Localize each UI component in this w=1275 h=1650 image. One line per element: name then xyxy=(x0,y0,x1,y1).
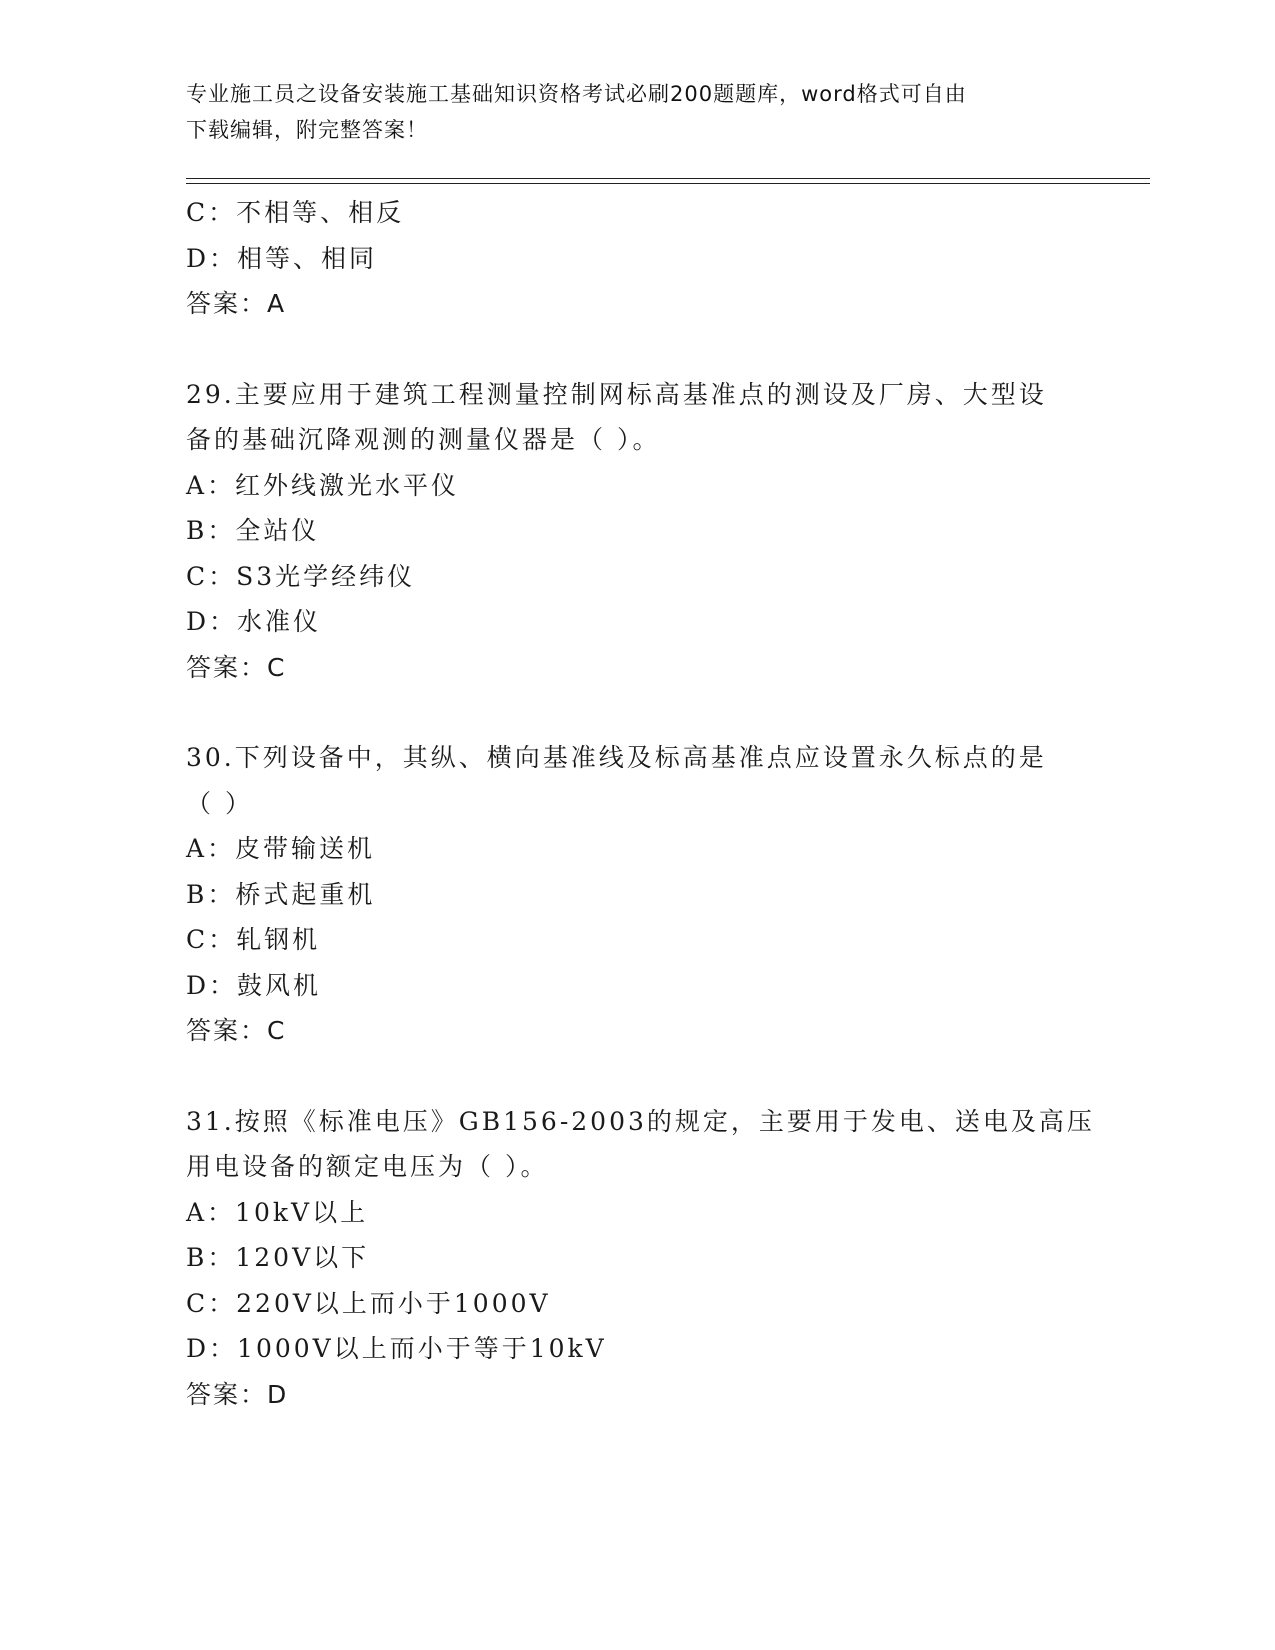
spacer xyxy=(186,690,1086,735)
option-b: B：120V以下 xyxy=(186,1243,370,1272)
answer-text: 答案：D xyxy=(186,1379,289,1409)
option-d: D：1000V以上而小于等于10kV xyxy=(186,1334,607,1363)
option-c: C：轧钢机 xyxy=(186,925,321,954)
question-31 xyxy=(186,1099,1095,1418)
option-c: C：S3光学经纬仪 xyxy=(186,561,416,591)
header-line-2: 下载编辑，附完整答案！ xyxy=(186,118,428,142)
spacer xyxy=(186,1054,1086,1099)
question-28-tail xyxy=(186,190,1086,327)
question-stem-line-1: 29.主要应用于建筑工程测量控制网标高基准点的测设及厂房、大型设 xyxy=(186,379,1047,409)
question-30 xyxy=(186,735,1086,1054)
question-stem-line-2: 用电设备的额定电压为（ ）。 xyxy=(186,1152,549,1181)
option-b: B：桥式起重机 xyxy=(186,879,376,909)
question-29 xyxy=(186,372,1086,691)
spacer xyxy=(186,327,1086,372)
option-d: D：相等、相同 xyxy=(186,243,378,273)
option-a: A：皮带输送机 xyxy=(186,834,376,863)
answer-text: 答案：C xyxy=(186,652,287,682)
option-a: A：10kV以上 xyxy=(186,1197,369,1227)
question-stem-line-2: （ ） xyxy=(186,788,253,818)
option-c: C：220V以上而小于1000V xyxy=(186,1288,551,1318)
question-list xyxy=(186,190,1095,1417)
document-header xyxy=(186,76,1066,148)
option-a: A：红外线激光水平仪 xyxy=(186,470,460,500)
question-stem-line-2: 备的基础沉降观测的测量仪器是（ ）。 xyxy=(186,425,661,454)
option-d: D：鼓风机 xyxy=(186,970,322,1000)
header-divider-top xyxy=(186,178,1150,179)
option-b: B：全站仪 xyxy=(186,516,320,545)
answer-text: 答案：A xyxy=(186,289,287,318)
header-line-1: 专业施工员之设备安装施工基础知识资格考试必刷200题题库，word格式可自由 xyxy=(186,82,967,106)
question-stem-line-1: 31.按照《标准电压》GB156-2003的规定，主要用于发电、送电及高压 xyxy=(186,1106,1095,1136)
answer-text: 答案：C xyxy=(186,1016,287,1045)
option-c: C：不相等、相反 xyxy=(186,198,405,227)
question-stem-line-1: 30.下列设备中，其纵、横向基准线及标高基准点应设置永久标点的是 xyxy=(186,743,1047,772)
header-divider-bottom xyxy=(186,183,1150,184)
option-d: D：水准仪 xyxy=(186,607,322,636)
